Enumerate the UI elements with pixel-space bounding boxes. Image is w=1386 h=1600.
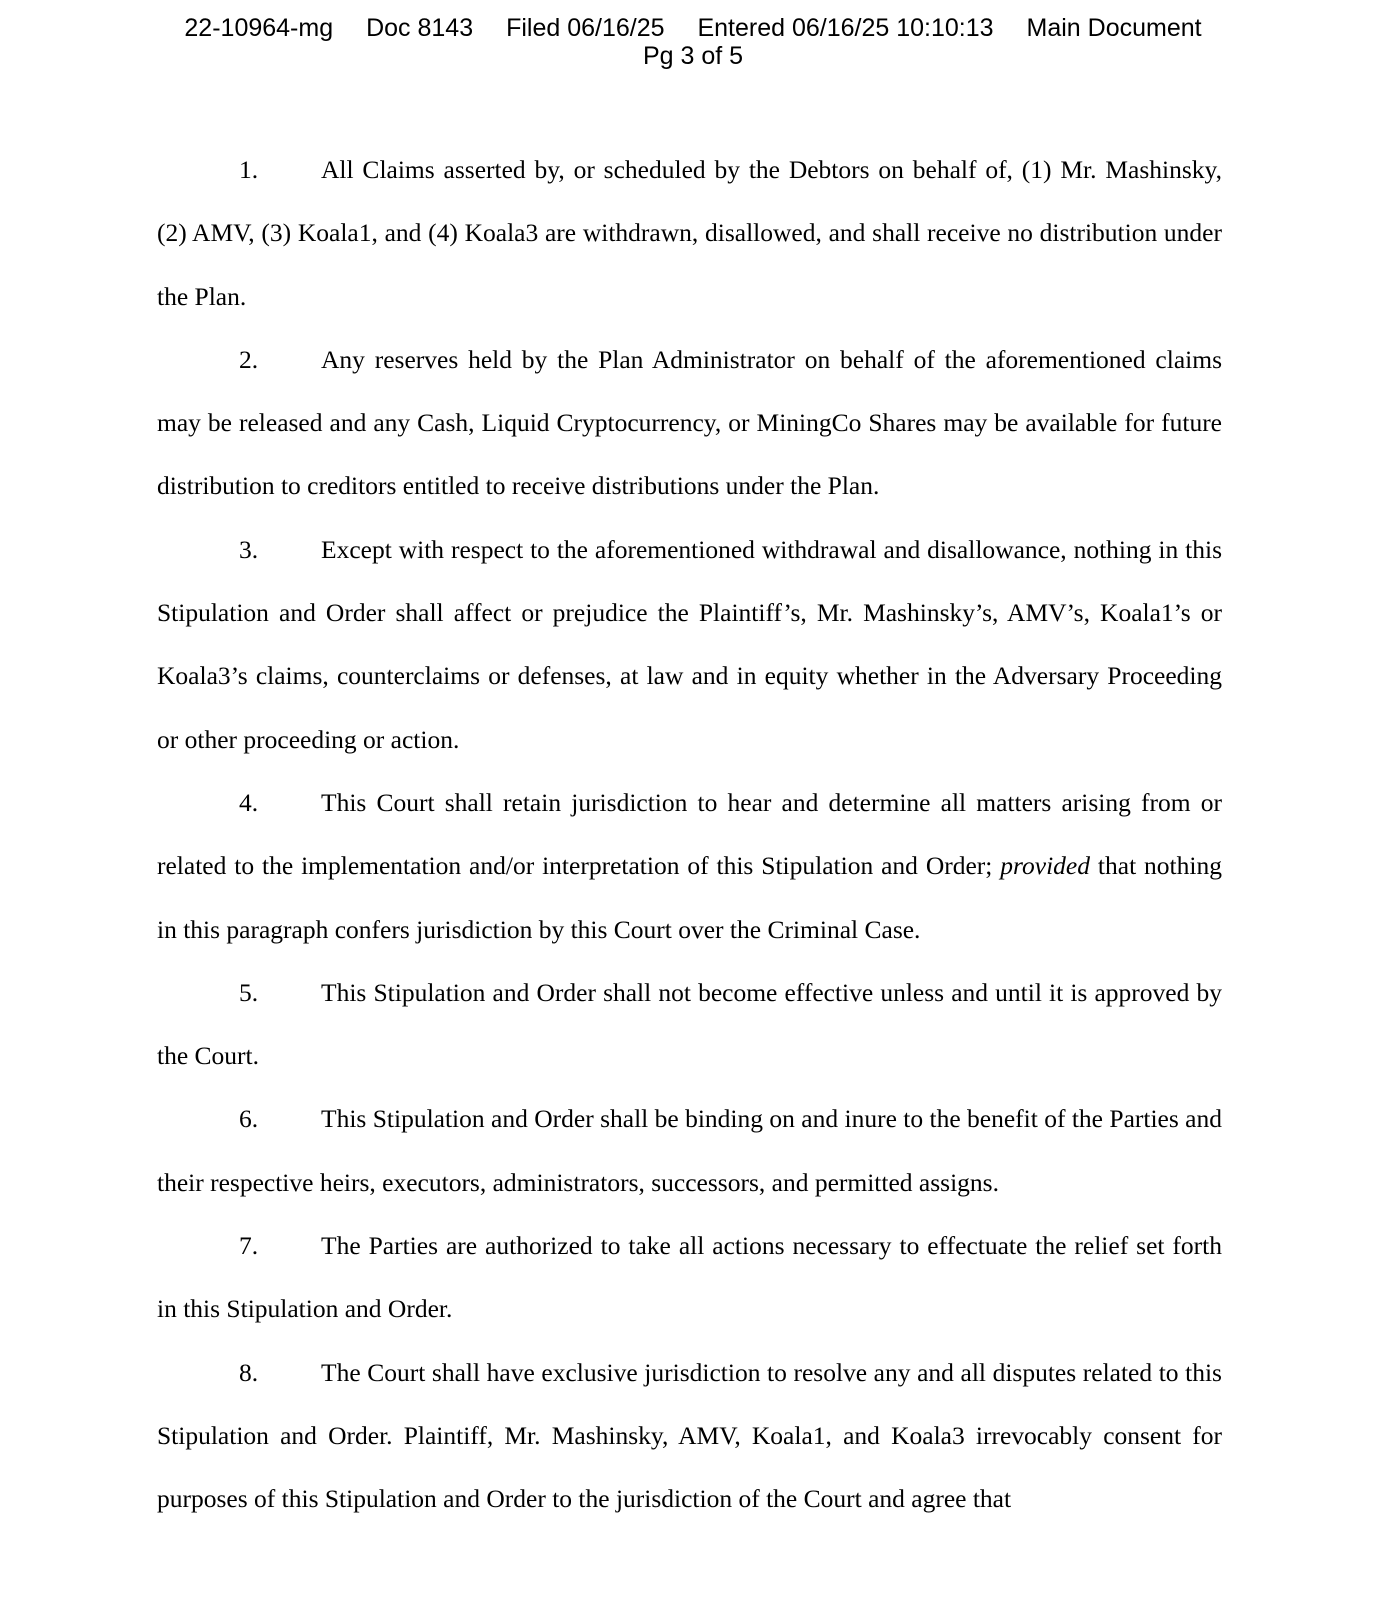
paragraph-1 [157, 138, 1222, 328]
paragraph-number: 2. [239, 344, 259, 374]
paragraph-number: 6. [239, 1104, 259, 1134]
paragraph-text: Except with respect to the aforementioned withdrawal and disallowance, nothing in this Stipulation and Order shall affect or prejudice the Plaintiff’s, Mr. Mashinsky’s, AMV’s, Koala1’s or Koala3’s claims, counterclaims or defenses, at law and in equity whether in the Adversary Proceeding or other proceeding or action. [157, 534, 1222, 754]
entered-date: Entered 06/16/25 10:10:13 [697, 14, 994, 42]
paragraph-number: 7. [239, 1231, 259, 1261]
paragraph-text: The Parties are authorized to take all actions necessary to effectuate the relief set forth in this Stipulation and Order. [157, 1231, 1222, 1324]
paragraph-number: 5. [239, 977, 259, 1007]
paragraph-5 [157, 961, 1222, 1088]
paragraph-text: The Court shall have exclusive jurisdiction to resolve any and all disputes related to this Stipulation and Order. Plaintiff, Mr. Mashinsky, AMV, Koala1, and Koala3 irrevocably consent for purposes of this Stipulation and Order to the jurisdiction of the Court and agree that [157, 1357, 1222, 1514]
case-number: 22-10964-mg [184, 14, 334, 42]
paragraph-8 [157, 1341, 1222, 1531]
paragraph-2 [157, 328, 1222, 518]
paragraph-7 [157, 1214, 1222, 1341]
paragraph-6 [157, 1087, 1222, 1214]
paragraph-number: 4. [239, 787, 259, 817]
paragraph-number: 3. [239, 534, 259, 564]
paragraph-text: This Stipulation and Order shall be binding on and inure to the benefit of the Parties and their respective heirs, executors, administrators, successors, and permitted assigns. [157, 1104, 1222, 1197]
document-body [157, 138, 1222, 1531]
filing-header-line [0, 14, 1386, 42]
paragraph-text: All Claims asserted by, or scheduled by the Debtors on behalf of, (1) Mr. Mashinsky, (2) AMV, (3) Koala1, and (4) Koala3 are withdrawn, disallowed, and shall receive no distribution under the Plan. [157, 155, 1222, 311]
filing-header [0, 14, 1386, 70]
paragraph-number: 1. [239, 155, 259, 184]
paragraph-3 [157, 518, 1222, 771]
paragraph-text: This Stipulation and Order shall not become effective unless and until it is approved by the Court. [157, 977, 1222, 1071]
paragraph-text: This Court shall retain jurisdiction to hear and determine all matters arising from or related to the implementation and/or interpretation of this Stipulation and Order; [157, 787, 1222, 881]
paragraph-text-continued: that nothing in this paragraph confers jurisdiction by this Court over the Criminal Case. [157, 851, 1222, 944]
paragraph-text: Any reserves held by the Plan Administrator on behalf of the aforementioned claims may be released and any Cash, Liquid Cryptocurrency, or MiningCo Shares may be available for future distribution to creditors entitled to receive distributions under the Plan. [157, 344, 1222, 501]
filed-date: Filed 06/16/25 [506, 14, 665, 42]
doc-number: Doc 8143 [366, 14, 474, 42]
page-indicator: Pg 3 of 5 [642, 42, 744, 70]
document-type: Main Document [1026, 14, 1202, 42]
paragraph-italic-term: provided [1000, 851, 1090, 881]
paragraph-4 [157, 771, 1222, 961]
paragraph-number: 8. [239, 1357, 259, 1387]
